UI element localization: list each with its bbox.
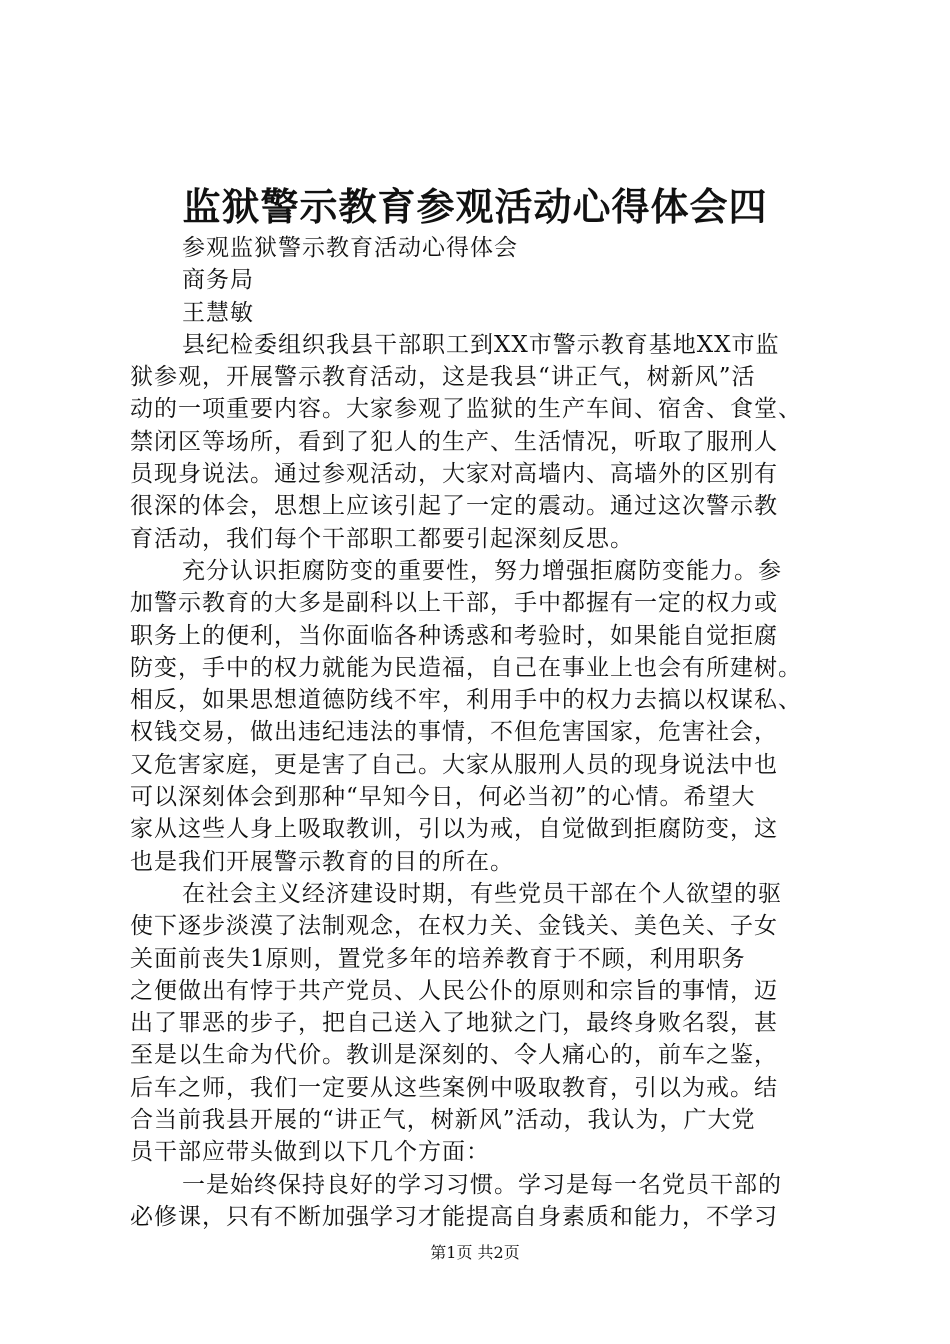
paragraph-line: 防变，手中的权力就能为民造福，自己在事业上也会有所建树。 (130, 654, 802, 681)
paragraph-line: 家从这些人身上吸取教训，引以为戒，自觉做到拒腐防变，这 (130, 816, 778, 843)
paragraph-line: 后车之师，我们一定要从这些案例中吸取教育，引以为戒。结 (130, 1074, 778, 1101)
paragraph-line: 育活动，我们每个干部职工都要引起深刻反思。 (130, 525, 634, 552)
paragraph-line: 在社会主义经济建设时期，有些党员干部在个人欲望的驱 (182, 880, 782, 907)
paragraph-line: 合当前我县开展的“讲正气，树新风”活动，我认为，广大党 (130, 1107, 756, 1134)
paragraph-line: 禁闭区等场所，看到了犯人的生产、生活情况，听取了服刑人 (130, 428, 778, 455)
paragraph-line: 权钱交易，做出违纪违法的事情，不但危害国家，危害社会， (130, 719, 778, 746)
paragraph-line: 相反，如果思想道德防线不牢，利用手中的权力去搞以权谋私、 (130, 687, 802, 714)
paragraph-line: 一是始终保持良好的学习习惯。学习是每一名党员干部的 (182, 1171, 782, 1198)
paragraph-line: 可以深刻体会到那种“早知今日，何必当初”的心情。希望大 (130, 784, 756, 811)
paragraph-2 (130, 555, 834, 878)
paragraph-line: 必修课，只有不断加强学习才能提高自身素质和能力，不学习 (130, 1203, 778, 1230)
paragraph-line: 加警示教育的大多是副科以上干部，手中都握有一定的权力或 (130, 590, 778, 617)
paragraph-line: 出了罪恶的步子，把自己送入了地狱之门，最终身败名裂，甚 (130, 1010, 778, 1037)
department-line: 商务局 (182, 267, 254, 294)
paragraph-line: 又危害家庭，更是害了自己。大家从服刑人员的现身说法中也 (130, 751, 778, 778)
paragraph-3 (130, 878, 834, 1169)
paragraph-line: 动的一项重要内容。大家参观了监狱的生产车间、宿舍、食堂、 (130, 396, 802, 423)
page-footer: 第1页 共2页 (430, 1243, 520, 1262)
paragraph-line: 也是我们开展警示教育的目的所在。 (130, 848, 514, 875)
paragraph-line: 很深的体会，思想上应该引起了一定的震动。通过这次警示教 (130, 493, 778, 520)
paragraph-4 (130, 1169, 834, 1234)
paragraph-line: 之便做出有悖于共产党员、人民公仆的原则和宗旨的事情，迈 (130, 977, 778, 1004)
document-title: 监狱警示教育参观活动心得体会四 (182, 184, 768, 229)
paragraph-line: 使下逐步淡漠了法制观念，在权力关、金钱关、美色关、子女 (130, 913, 778, 940)
paragraph-line: 职务上的便利，当你面临各种诱惑和考验时，如果能自觉拒腐 (130, 622, 778, 649)
author-line: 王慧敏 (182, 299, 254, 326)
paragraph-line: 关面前丧失1原则，置党多年的培养教育于不顾，利用职务 (130, 945, 746, 972)
paragraph-line: 员干部应带头做到以下几个方面： (130, 1139, 490, 1166)
document-body (130, 232, 834, 1233)
document-subtitle: 参观监狱警示教育活动心得体会 (182, 235, 518, 261)
paragraph-line: 充分认识拒腐防变的重要性，努力增强拒腐防变能力。参 (182, 557, 782, 584)
paragraph-line: 员现身说法。通过参观活动，大家对高墙内、高墙外的区别有 (130, 461, 778, 488)
paragraph-1 (130, 329, 834, 555)
paragraph-line: 至是以生命为代价。教训是深刻的、令人痛心的，前车之鉴， (130, 1042, 778, 1069)
paragraph-line: 县纪检委组织我县干部职工到XX市警示教育基地XX市监 (182, 331, 780, 358)
paragraph-line: 狱参观，开展警示教育活动，这是我县“讲正气，树新风”活 (130, 364, 756, 391)
